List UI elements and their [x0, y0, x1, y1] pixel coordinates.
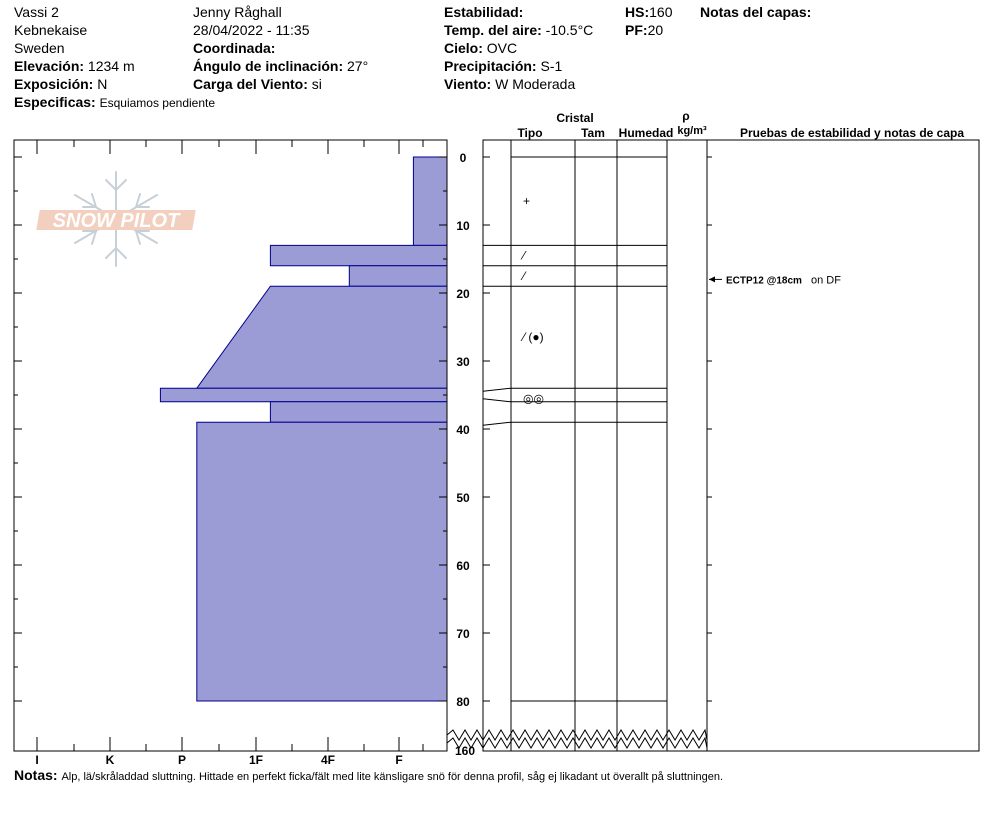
depth-tick-label-50: 50	[456, 491, 470, 505]
precip-label: Precipitación:	[444, 58, 537, 74]
depth-tick-label-10: 10	[456, 219, 470, 233]
precip-value: S-1	[540, 58, 563, 74]
notes-text: Alp, lä/skråladdad sluttning. Hittade en perfekt ficka/fält med lite känsligare snö för denna profil, såg ej likadant ut överallt på sluttningen.	[61, 771, 724, 783]
grain-symbol-3: ⁄ (●)	[523, 330, 544, 345]
depth-tick-label-30: 30	[456, 355, 470, 369]
aspect-value: N	[97, 76, 108, 92]
wind-value: W Moderada	[495, 76, 576, 92]
hardness-layer-6	[197, 422, 447, 701]
density-symbol-header: ρ	[682, 109, 690, 123]
hardness-layer-2	[349, 266, 447, 286]
density-unit-header: kg/m³	[677, 125, 707, 137]
wind-load-value: si	[311, 76, 322, 92]
hardness-layer-5	[270, 402, 447, 422]
specifics-label: Especificas:	[14, 94, 96, 110]
air-temp-value: -10.5°C	[545, 22, 594, 38]
hardness-tick-label-4F: 4F	[320, 753, 336, 767]
hardness-layer-4	[160, 388, 447, 402]
layer-table-frame	[483, 140, 979, 751]
tests-header: Pruebas de estabilidad y notas de capa	[739, 126, 965, 140]
hardness-layer-1	[270, 245, 447, 265]
sky-label: Cielo:	[444, 40, 483, 56]
elevation-label: Elevación:	[14, 58, 85, 74]
grain-symbol-4: ◎◎	[523, 391, 544, 406]
type-header: Tipo	[517, 126, 543, 140]
aspect-label: Exposición:	[14, 76, 94, 92]
notes-label: Notas:	[14, 767, 58, 783]
hardness-tick-label-1F: 1F	[248, 753, 264, 767]
country-name: Sweden	[14, 40, 65, 56]
test-label-0: ECTP12 @18cm	[726, 275, 802, 287]
hardness-layer-0	[413, 157, 447, 245]
slope-value: 27°	[347, 58, 369, 74]
grain-symbol-1: ⁄	[523, 248, 526, 263]
hardness-profile	[160, 157, 447, 701]
air-temp-label: Temp. del aire:	[444, 22, 542, 38]
elevation-value: 1234 m	[87, 58, 135, 74]
location-name: Vassi 2	[14, 4, 59, 20]
grain-type-symbols	[520, 194, 544, 405]
sky-value: OVC	[486, 40, 518, 56]
depth-tick-label-60: 60	[456, 559, 470, 573]
hardness-tick-label-F: F	[395, 753, 403, 767]
region-name: Kebnekaise	[14, 22, 88, 38]
layer-notes-label: Notas del capas:	[700, 4, 812, 20]
specifics-value: Esquiamos pendiente	[99, 96, 216, 110]
pf-label: PF:	[625, 22, 648, 38]
depth-tick-label-0: 0	[459, 151, 467, 165]
coordinate-label: Coordinada:	[193, 40, 276, 56]
stability-tests	[709, 274, 841, 286]
hardness-tick-label-I: I	[35, 753, 39, 767]
test-arrow-head-0	[709, 276, 715, 282]
snow-pilot-logo	[36, 172, 196, 266]
slope-label: Ángulo de inclinación:	[193, 58, 344, 74]
depth-tick-label-80: 80	[456, 695, 470, 709]
grain-symbol-0: +	[523, 194, 531, 209]
observer-name: Jenny Råghall	[193, 4, 282, 20]
break-line-1	[447, 730, 707, 740]
size-header: Tam	[581, 126, 605, 140]
depth-tick-label-40: 40	[456, 423, 470, 437]
moisture-header: Humedad	[618, 126, 674, 140]
wind-label: Viento:	[444, 76, 492, 92]
hardness-layer-3	[197, 286, 447, 388]
break-line-2	[447, 738, 707, 748]
crystal-header: Cristal	[556, 111, 594, 125]
notes-row	[14, 766, 723, 786]
logo-text: SNOW PILOT	[52, 210, 180, 232]
depth-tick-label-20: 20	[456, 287, 470, 301]
hardness-tick-label-P: P	[177, 753, 187, 767]
hs-value: 160	[649, 4, 673, 20]
pf-value: 20	[647, 22, 664, 38]
depth-tick-label-70: 70	[456, 627, 470, 641]
hs-label: HS:	[625, 4, 650, 20]
observation-datetime: 28/04/2022 - 11:35	[193, 22, 310, 38]
hardness-tick-label-K: K	[105, 753, 115, 767]
wind-load-label: Carga del Viento:	[193, 76, 308, 92]
test-suffix-0: on DF	[811, 274, 841, 287]
grain-symbol-2: ⁄	[523, 269, 526, 283]
depth-bottom-label: 160	[454, 744, 476, 758]
stability-label: Estabilidad:	[444, 4, 524, 20]
